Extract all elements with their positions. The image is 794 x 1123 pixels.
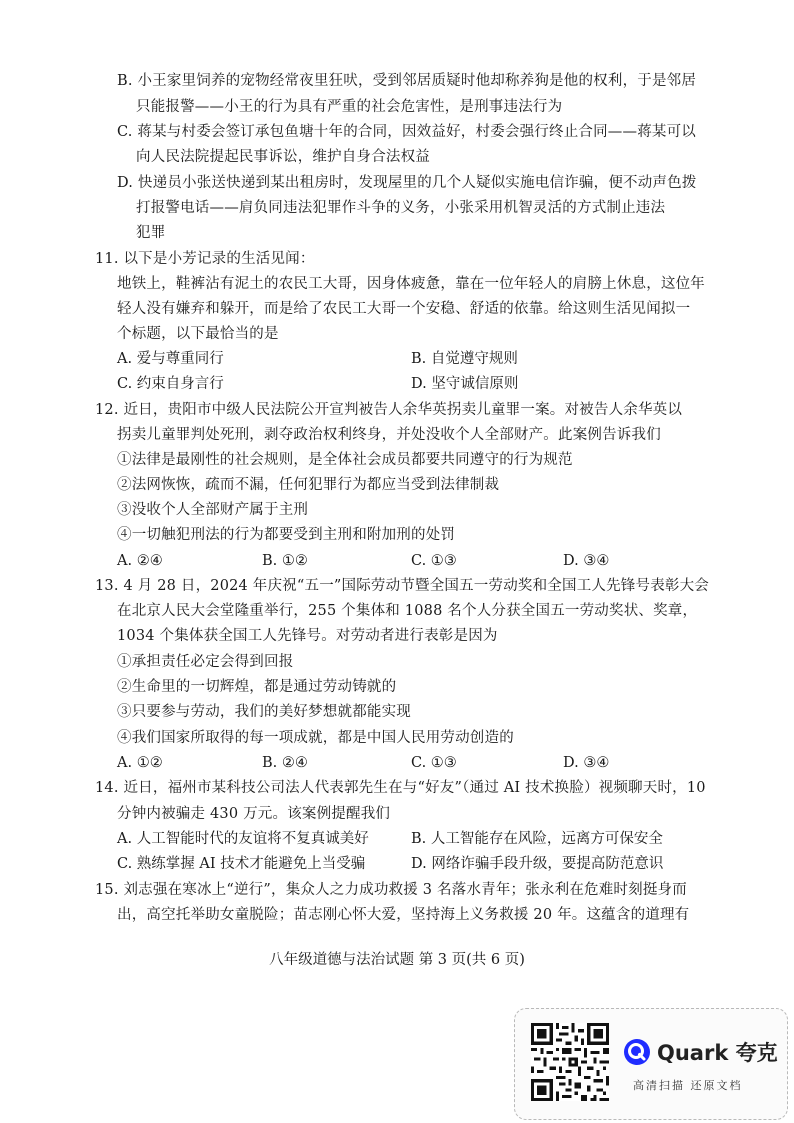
q12-item-1: ①法律是最刚性的社会规则，是全体社会成员都要共同遵守的行为规范 xyxy=(117,452,573,468)
q11-options-row1 xyxy=(0,348,794,370)
q12-item-2: ②法网恢恢，疏而不漏，任何犯罪行为都应当受到法律制裁 xyxy=(117,477,500,493)
q11-stem-line1: 11. 以下是小芳记录的生活见闻： xyxy=(95,251,315,267)
quark-brand: Quark 夸克 xyxy=(657,1041,778,1065)
q13-item-2: ②生命里的一切辉煌，都是通过劳动铸就的 xyxy=(117,679,397,695)
q13-item-1: ①承担责任必定会得到回报 xyxy=(117,654,294,670)
q11-stem-line3: 轻人没有嫌弃和躲开，而是给了农民工大哥一个安稳、舒适的依靠。给这则生活见闻拟一 xyxy=(117,301,691,317)
q14-options-row2 xyxy=(0,853,794,875)
q11-stem-line4: 个标题，以下最恰当的是 xyxy=(117,326,279,342)
q14-option-d: D. 网络诈骗手段升级，要提高防范意识 xyxy=(411,856,664,872)
q10-option-d-line3: 犯罪 xyxy=(136,225,166,241)
q11-stem-line2: 地铁上，鞋裤沾有泥土的农民工大哥，因身体疲惫，靠在一位年轻人的肩膀上休息，这位年 xyxy=(117,276,705,292)
qr-code-icon xyxy=(531,1023,609,1101)
q14-stem-line2: 分钟内被骗走 430 万元。该案例提醒我们 xyxy=(117,806,391,822)
q14-options-row1 xyxy=(0,828,794,850)
q11-option-d: D. 坚守诚信原则 xyxy=(411,376,519,392)
q10-option-b-line1: B. 小王家里饲养的宠物经常夜里狂吠，受到邻居质疑时他却称养狗是他的权利，于是邻居 xyxy=(117,73,697,89)
q10-option-d-line1: D. 快递员小张送快递到某出租房时，发现屋里的几个人疑似实施电信诈骗，便不动声色拨 xyxy=(117,175,697,191)
quark-watermark xyxy=(514,1008,788,1120)
q13-options-row xyxy=(0,752,794,774)
q11-option-a: A. 爱与尊重同行 xyxy=(117,351,224,367)
q12-option-c: C. ①③ xyxy=(411,553,457,569)
q12-option-b: B. ①② xyxy=(262,553,308,569)
q10-option-c-line1: C. 蒋某与村委会签订承包鱼塘十年的合同，因效益好，村委会强行终止合同——蒋某可以 xyxy=(117,124,696,140)
q12-option-a: A. ②④ xyxy=(117,553,163,569)
quark-logo-icon xyxy=(623,1038,651,1066)
q14-option-a: A. 人工智能时代的友谊将不复真诚美好 xyxy=(117,831,369,847)
q12-option-d: D. ③④ xyxy=(563,553,610,569)
q13-stem-line1: 13. 4 月 28 日，2024 年庆祝“五一”国际劳动节暨全国五一劳动奖和全国工人先锋号表彰大会 xyxy=(95,578,710,594)
q14-option-b: B. 人工智能存在风险，远离方可保安全 xyxy=(411,831,663,847)
q10-option-c-line2: 向人民法院提起民事诉讼，维护自身合法权益 xyxy=(136,149,430,165)
q13-stem-line2: 在北京人民大会堂隆重举行，255 个集体和 1088 名个人分获全国五一劳动奖状、奖章， xyxy=(117,603,698,619)
q10-option-b-line2: 只能报警——小王的行为具有严重的社会危害性，是刑事违法行为 xyxy=(136,99,563,115)
q14-option-c: C. 熟练掌握 AI 技术才能避免上当受骗 xyxy=(117,856,366,872)
q12-stem-line1: 12. 近日，贵阳市中级人民法院公开宣判被告人余华英拐卖儿童罪一案。对被告人余华英以 xyxy=(95,402,683,418)
q11-options-row2 xyxy=(0,373,794,395)
q11-option-c: C. 约束自身言行 xyxy=(117,376,224,392)
q12-options-row xyxy=(0,550,794,572)
q13-stem-line3: 1034 个集体获全国工人先锋号。对劳动者进行表彰是因为 xyxy=(117,628,498,644)
q12-item-3: ③没收个人全部财产属于主刑 xyxy=(117,502,309,518)
q13-item-4: ④我们国家所取得的每一项成就，都是中国人民用劳动创造的 xyxy=(117,730,514,746)
quark-slogan: 高清扫描 还原文档 xyxy=(633,1079,743,1092)
q12-item-4: ④一切触犯刑法的行为都要受到主刑和附加刑的处罚 xyxy=(117,527,456,543)
q13-option-b: B. ②④ xyxy=(262,755,308,771)
q11-option-b: B. 自觉遵守规则 xyxy=(411,351,518,367)
quark-logo xyxy=(623,1037,778,1067)
q15-stem-line1: 15. 刘志强在寒冰上“逆行”，集众人之力成功救援 3 名落水青年；张永利在危难时刻挺身而 xyxy=(95,882,687,898)
q12-stem-line2: 拐卖儿童罪判处死刑，剥夺政治权利终身，并处没收个人全部财产。此案例告诉我们 xyxy=(117,427,661,443)
q10-option-d-line2: 打报警电话——肩负同违法犯罪作斗争的义务，小张采用机智灵活的方式制止违法 xyxy=(136,200,666,216)
q13-item-3: ③只要参与劳动，我们的美好梦想就都能实现 xyxy=(117,704,411,720)
page-footer: 八年级道德与法治试题 第 3 页(共 6 页) xyxy=(269,952,525,968)
q14-stem-line1: 14. 近日，福州市某科技公司法人代表郭先生在与“好友”（通过 AI 技术换脸）视频聊天时，10 xyxy=(95,780,706,796)
q13-option-c: C. ①③ xyxy=(411,755,457,771)
q13-option-a: A. ①② xyxy=(117,755,163,771)
q13-option-d: D. ③④ xyxy=(563,755,610,771)
q15-stem-line2: 出，高空托举助女童脱险；苗志刚心怀大爱，坚持海上义务救援 20 年。这蕴含的道理有 xyxy=(117,907,690,923)
